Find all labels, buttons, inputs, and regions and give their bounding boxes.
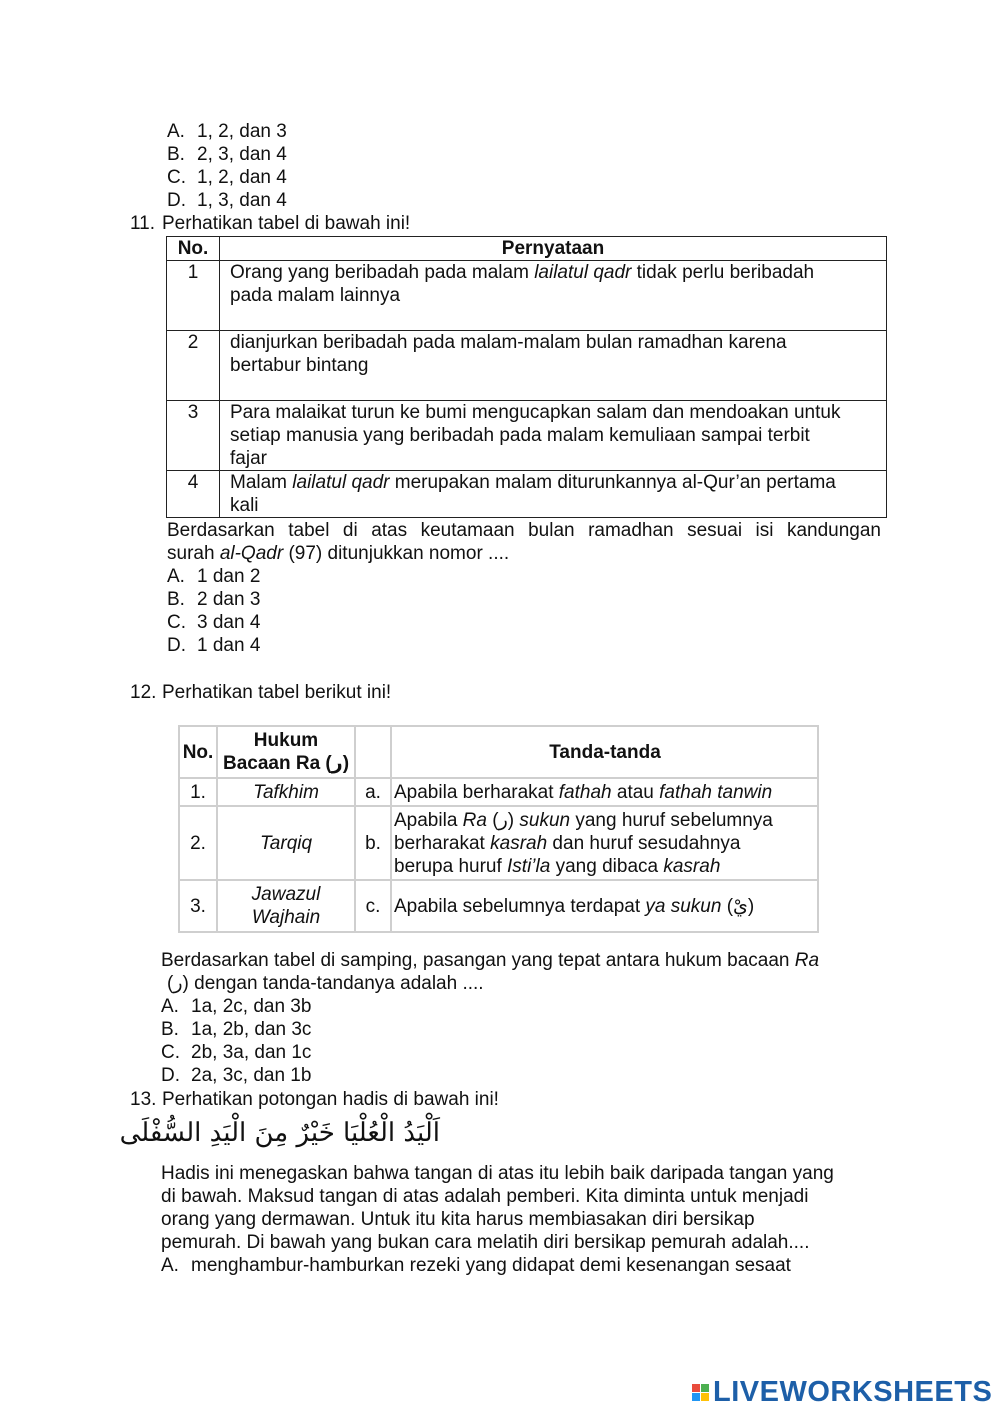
q11-option-b[interactable]: B. 2 dan 3 (167, 589, 261, 610)
table-row (179, 778, 818, 806)
q11-stem-line1: Berdasarkan tabel di atas keutamaan bulan ramadhan sesuai isi kandungan (167, 520, 881, 541)
q12-stem-line1: Berdasarkan tabel di samping, pasangan yang tepat antara hukum bacaan Ra (161, 950, 820, 971)
q12-row2-letter: b. (355, 806, 391, 880)
q11-row4-no: 4 (167, 471, 220, 518)
q13-prompt: 13. Perhatikan potongan hadis di bawah ini! (130, 1089, 499, 1110)
q11-row2-no: 2 (167, 331, 220, 401)
q10-option-a[interactable]: A. 1, 2, dan 3 (167, 121, 287, 142)
q12-row2-hukum: Tarqiq (217, 806, 355, 880)
q12-row2-tanda: Apabila Ra (ر) sukun yang huruf sebelumnya berharakat kasrah dan huruf sesudahnya berupa huruf Isti’la yang dibaca kasrah (391, 806, 818, 880)
q11-header-pernyataan: Pernyataan (220, 237, 887, 261)
q12-row1-hukum: Tafkhim (217, 778, 355, 806)
q12-table-header (179, 726, 818, 778)
liveworksheets-brand-text: LIVEWORKSHEETS (713, 1376, 993, 1408)
q10-option-d[interactable]: D. 1, 3, dan 4 (167, 190, 287, 211)
q12-prompt: 12. Perhatikan tabel berikut ini! (130, 682, 392, 703)
table-row (179, 806, 818, 880)
q12-option-c[interactable]: C. 2b, 3a, dan 1c (161, 1042, 312, 1063)
logo-square-yellow (701, 1393, 709, 1401)
logo-square-blue (692, 1393, 700, 1401)
q13-option-a[interactable]: A. menghambur-hamburkan rezeki yang didapat demi kesenangan sesaat (161, 1255, 791, 1276)
q13-para-line3: orang yang dermawan. Untuk itu kita harus membiasakan diri bersikap (161, 1209, 755, 1230)
q11-option-c[interactable]: C. 3 dan 4 (167, 612, 261, 633)
logo-square-green (701, 1384, 709, 1392)
q12-row2-no: 2. (179, 806, 217, 880)
q11-option-a[interactable]: A. 1 dan 2 (167, 566, 261, 587)
q11-row4-text: Malam lailatul qadr merupakan malam diturunkannya al-Qur’an pertama kali (220, 471, 887, 518)
q11-table-header (167, 237, 887, 261)
logo-square-red (692, 1384, 700, 1392)
liveworksheets-logo-icon (692, 1384, 709, 1401)
q11-option-d[interactable]: D. 1 dan 4 (167, 635, 261, 656)
q11-row2-text: dianjurkan beribadah pada malam-malam bulan ramadhan karena bertabur bintang (220, 331, 887, 401)
q13-para-line4: pemurah. Di bawah yang bukan cara melatih diri bersikap pemurah adalah.... (161, 1232, 810, 1253)
q11-prompt: 11. Perhatikan tabel di bawah ini! (130, 213, 411, 234)
q11-row3-text: Para malaikat turun ke bumi mengucapkan salam dan mendoakan untuk setiap manusia yang beribadah pada malam kemuliaan sampai terbit fajar (220, 401, 887, 471)
q12-option-a[interactable]: A. 1a, 2c, dan 3b (161, 996, 312, 1017)
q13-para-line2: di bawah. Maksud tangan di atas adalah pemberi. Kita diminta untuk menjadi (161, 1186, 809, 1207)
q12-row1-letter: a. (355, 778, 391, 806)
q12-table (178, 725, 819, 933)
table-row (167, 471, 887, 518)
q10-option-b[interactable]: B. 2, 3, dan 4 (167, 144, 287, 165)
q13-para-line1: Hadis ini menegaskan bahwa tangan di atas itu lebih baik daripada tangan yang (161, 1163, 834, 1184)
q12-row1-tanda: Apabila berharakat fathah atau fathah tanwin (391, 778, 818, 806)
q11-header-no: No. (167, 237, 220, 261)
q12-header-blank (355, 726, 391, 778)
q11-table (166, 236, 887, 518)
table-row (167, 401, 887, 471)
q11-stem-line2: surah al-Qadr (97) ditunjukkan nomor .... (167, 543, 510, 564)
q12-row3-no: 3. (179, 880, 217, 932)
liveworksheets-logo (692, 1376, 992, 1409)
q12-option-b[interactable]: B. 1a, 2b, dan 3c (161, 1019, 312, 1040)
q10-option-c[interactable]: C. 1, 2, dan 4 (167, 167, 287, 188)
q12-row1-no: 1. (179, 778, 217, 806)
table-row (167, 261, 887, 331)
q12-header-hukum: Hukum Bacaan Ra (ر) (217, 726, 355, 778)
q12-row3-letter: c. (355, 880, 391, 932)
q11-row1-no: 1 (167, 261, 220, 331)
q12-row3-tanda: Apabila sebelumnya terdapat ya sukun (يْ) (391, 880, 818, 932)
q12-option-d[interactable]: D. 2a, 3c, dan 1b (161, 1065, 312, 1086)
table-row (179, 880, 818, 932)
q12-header-no: No. (179, 726, 217, 778)
hadith-arabic-text: اَلْيَدُ الْعُلْيَا خَيْرٌ مِنَ الْيَدِ السُّفْلَى (119, 1118, 440, 1148)
table-row (167, 331, 887, 401)
q12-stem-line2: (ر) dengan tanda-tandanya adalah .... (167, 972, 484, 994)
q11-row3-no: 3 (167, 401, 220, 471)
q11-row1-text: Orang yang beribadah pada malam lailatul qadr tidak perlu beribadah pada malam lainnya (220, 261, 887, 331)
q12-row3-hukum: Jawazul Wajhain (217, 880, 355, 932)
q12-header-tanda: Tanda-tanda (391, 726, 818, 778)
